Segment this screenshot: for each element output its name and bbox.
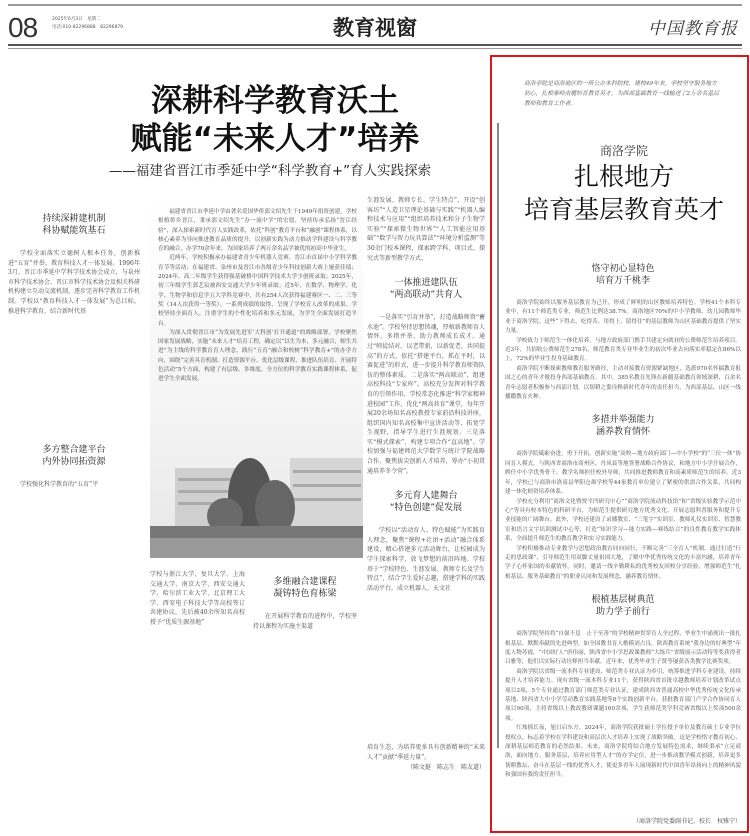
section-text: 学校全面落实立德树人根本任务，创新推进“五育”并举，教育科技人才一体发展。1996年3月，晋江市季延中学科学技术协会成立，与泉州市科学技术协会、晋江市科学技术协会及相关科研机构建立互动交流机制，逐步完善科学教育工作机制。学校以“教育科技人才一体发展”为总目标，推进科学教育，结合新时代基 [8,250,140,315]
section-heading: 多方整合建平台 内外协同拓资源 [42,445,106,468]
right-article-author: （商洛学院党委副书记、校长 权雅宁） [632,818,741,825]
issue-phone: 电话:010-82296888 82296879 [52,25,124,30]
section-heading: 根植基层树典范 助力学子前行 [591,595,655,618]
closing-text: 培育生态，为培养更多具有创新精神的“未来人才”贡献“季延力量”。 [367,744,485,761]
newspaper-logo: 中国教育报 [648,19,738,39]
paragraph: 商洛学院砥砺奋进，勇于开拓，创新实施“高校—地方政府部门—中小学校”的“三位一体”协同育人模式，与陕西省商洛市商州区、丹凤县等地签署战略合作协议，和地方中小学开展合作，聘任中小学优秀骨干、教学名师担任校外导师，共同推进教师教育和高素质师范生的培养。近3年，学校已与商洛市洛南县华阳仓颉学校等44家教育单位建立了紧密的供需合作关系，共同构建一体化师资培养体系。 [505,451,741,496]
section-title: 教育视窗 [333,15,417,40]
header-rule [8,44,742,46]
paragraph: 商洛学院始终以服务基层教育为己任，形成了鲜明的山区教师培养特色。学校41个本科专业中，有11个师范类专业，师范生比例达38.7%。商洛地区70%的中小学教师、幼儿园教师毕业于商洛学院。这些“下得去、吃得苦、用得上、留得住”的基层教师为山区基础教育提供了坚实力量。 [505,300,741,335]
right-article-title: 扎根地方 培育基层教育英才 [523,162,724,224]
article-title-line2: 赋能“未来人才”培养 [130,121,420,157]
left-column [8,205,140,830]
section-text: 一是落实“引育并举”，打造战略师资“蓄水池”。学校坚持思想铸魂，厚植新教师育人情怀，多措并举，助力教师成长成才。通过“师徒结对、以老带新，以新促老，共同提高”的方式，依托“搭建平台，抓在平时，以赛促进”的形式，进一步提升科学教育师资队伍的整体素质。二是落实“两高联动”，组建高校科技“专家库”。高校充分发挥对科学教育的引领作用，学校常态化推进“科学家精神进校园”工作，优化“两高共育”课堂，每年开展20余场知名高校教授专家前沿科技讲座，组织国内知名高校集中宣讲活动等，拓宽学生视野，指导学生进行生涯规划。三是落实“模式探索”，构建专项合作“直高地”。学校加强与福建师范大学数学与统计学院战略合作，聚焦拔尖创新人才培养，筹办“小初贯通培养冬令营”。 [367,314,485,475]
issue-meta [52,16,123,32]
section-heading: 多维融合建课程 凝铸特色育栋梁 [273,577,337,599]
section-text: 在开展科学教育的进程中，学校坚持以课程为实施主渠道 [253,613,357,630]
header-rule-thin [8,48,742,49]
section-text: 学校以“活动育人、特色赋能”为实践育人理念，聚焦“课程+社团+活动”融合体系建设，精心搭建多元活动舞台，让校园成为学生探索科学、放飞梦想的前沿阵地。学校基于“学校特色、生涯发展、教师专长及学生特点”，结合学生爱好志趣，搭建学科的实践活动平台，成立机器人、天文社 [367,527,485,592]
school-name: 商洛学院 [599,144,648,158]
section-text: 学校强化科学教育的“五育”平 [20,481,99,489]
issue-date: 2025年6月3日 星期二 [52,17,101,22]
paragraph: 学校积极推动专业教学与思想政治教育同向同行，不断完善“三全育人”机制，通过打造“行走的思政课”，引导师范生用双脚丈量祖国大地，了解中华优秀传统文化的丰富内涵，培养青年学子心怀家国的奉献情怀。同时，邀请一线辛勤耕耘的优秀校友回校分享经验，增强师范生“扎根基层、服务基础教育”的职业认同和发展理念，涵养教育情怀。 [505,545,741,580]
paragraph: 学校致力于师范生一体化培养，与地方政府部门携手共建定向就业的公费师范生培养项目。近3年，共招收公费师范生278名，师范教育类专业毕业生的初次毕业去向落实率稳定在86%以上，72%的毕业生投身基础教育。 [505,337,741,363]
paragraph: 商洛学院以省级一流本科专业建设、师范类专业认证为牵引，统筹推进学科专业建设，持续提升人才培养能力。现有省级一流本科专业11个，获得陕西省首批卓越教师培养计划改革试点项目2项，5个专业通过教育部门师范类专业认证，建成陕西省普通高校中华优秀传统文化传承基地、陕西省大中小学劳动教育实践基地等8个实践创新平台，获批教育部门产学合作协同育人项目90项，主持省级以上教改教研课题160余项，学生获师范类学科竞赛省级以上奖项500余项。 [505,668,741,722]
article-title-line1: 深耕科学教育沃土 [151,83,399,119]
article-subtitle: ——福建省晋江市季延中学“科学教育+”育人实践探索 [108,163,432,179]
bottom-column-a: 学校与浙江大学、复旦大学、上海交通大学、南京大学、西安交通大学、哈尔滨工业大学、北京理工大学、西安电子科技大学等高校签订共建协议，先后被40余所知名高校授予“优质生源基地” [150,571,245,626]
paragraph: 学校充分利用“商洛文化暨贾平凹研究中心”“商洛学院流动科技馆”和“省级实验教学示范中心”等具有校本特色的科研平台，为师范生提供研究地方优秀文化、开展志愿科普服务和提升专业技能的广阔舞台。此外，学校还建设了录播教室、“三笔字”实训室、教师礼仪实训室、智慧教室和语言文字培训测试中心等，打造“知识学习—能力实践—赛练结合”的良性教育教学实践体系，全面提升师范生的教育教学和实习实践能力。 [505,498,741,543]
course-text: 生涯发展、教师专长、学生特点”，开设“创客坊”“人造卫星理论基础与实践”“机器人编程技术与应用”“组织培养技术和分子生物学实验”“探索微生物世界”“人工智能应用基础”“数学与智力玩具算法”“环境分析监测”等30余门校本课程，探索跨学科、项目式、探究式等新型教学方式。 [367,197,485,262]
section-heading: 一体推进建队伍 “两高联动”共育人 [389,278,463,301]
bottom-column-b [253,568,357,828]
right-article-intro: 商洛学院是商洛地区的一所公办本科院校，建校49年来，学校坚守服务地方初心，扎根秦岭南麓培育教育英才，为西部基础教育一线输送了2万余名基层教师和教育工作者。 [524,81,719,107]
paragraph: 红烛摇长夜，旭日启东方。2024年，商洛学院获批硕士学位授予单位及教育硕士专业学位授权点，标志着学校在学科建设和高层次人才培养上实现了战略突破。这是学校恪守教育初心、深耕基层师范教育的必然结果。未来，商洛学院将结合地方发展特色需求，继续秉承“立足商洛，面向地方，服务基层，培养应用型人才”的办学定位，进一步推动教学模式创新，培养更多韧耕教坛、奋斗在基层一线的优秀人才，使更多青年人展现新时代中国青年昂扬向上的精神风貌和强国有我的责任担当。 [505,725,741,779]
school-campus-photo [150,438,363,558]
top-rule [8,4,742,6]
section-heading: 多元育人建舞台 “特色创建”促发展 [389,491,463,514]
right-column [367,196,485,830]
section-heading: 恪守初心显特色 培育万千桃李 [591,264,655,286]
section-heading: 多措并举强能力 涵养教育情怀 [591,415,655,438]
page-number: 08 [8,12,38,43]
intro-photo-box [150,198,363,558]
article-intro: 福建省晋江市季延中学由著名爱国华侨郭文绍先生于1949年捐资创建。学校根植侨乡晋江，秉承郭文绍先生“办一流中学”的宏愿，坚持传承弘扬“晋江经验”，深入探索新时代育人实践改革，依托“科创”教育平台和“融创”课程体系，以核心素养为导向推进教育品质的提升，以创新实践为动力推动学科建设与科学教育的融合，办学70余年来，为国家培养了两万余名品学兼优的初高中毕业生。 近两年，学校积极承办福建省青少年机器人竞赛、晋江市首届中小学科学教育节等活动；在福建省、泉州市及晋江市各级青少年科技创新大赛上屡获佳绩；2024年，高二年级学生获得强基破格中国科学技术大学少创班录取；2025年，初三年级学生郭艺宸被西安交通大学少年班录取；近5年，在数学、物理学、化学、生物学和信息学五大学科竞赛中，共有254人次获得福建赛区一、二、三等奖（14人次获得一等奖）。一系列成绩的取得，呈现了学校育人改革的成果。学校坚持全面育人，注重学生的个性化培养和多元发展，为学生全面发展打造平台。 为深入贯彻晋江市“为发展先进军‘大科创’打开通道”的战略部署，学校聚焦国家发展战略，实施“未来人才”培育工程，确定以“以生为本，多元融合，师生共进”为主线的科学教育育人理念，践行“五育”融合和校树“科学教育+”的办学方向，围绕“完善具育机制、打造资源平台、优化层级课程、推进队伍培育、开展特色活动”5个方面，构建了有层级、多维度、全方位的科学教育实践课程体系，促进学生全面发展。 [158,209,357,383]
section-heading: 持续深耕建机制 科协赋能筑基石 [42,214,106,236]
vertical-rule [497,123,499,748]
right-article-body [505,255,741,825]
paragraph: 商洛学院坚持将“自强不息 止于至善”的学校精神贯穿育人全过程，毕业生中涌现出一批扎根基层、默默奉献的先进典型，如全国教书育人楷模刘占良，陕西教育系统“我身边的好典型”年度人物苏霞，“中国好人”唐伟丽，陕西省中小学思政课教师“大练兵”省级展示活动特等奖获得者吕雅等，他们以实际行动诠释担当奉献。近年来，优秀毕业生子贤等屡获各类教学比赛奖项。 [505,631,741,666]
paragraph: 商洛学院不断探索教师教育服务路径，主动对接教育资源紧缺地区，选派970名怀揣教育报国之心的青年才俊投身西部基础教育。其中，385名教育先锋在新疆基础教育领域深耕，百余名青年志愿者积极参与西部计划，以韧耕之姿诠释新时代青年的责任担当，为西部基层、山区一线播撒教育火种。 [505,365,741,401]
article-authors: （陈文挺 陈志生 陈友道） [406,763,485,771]
